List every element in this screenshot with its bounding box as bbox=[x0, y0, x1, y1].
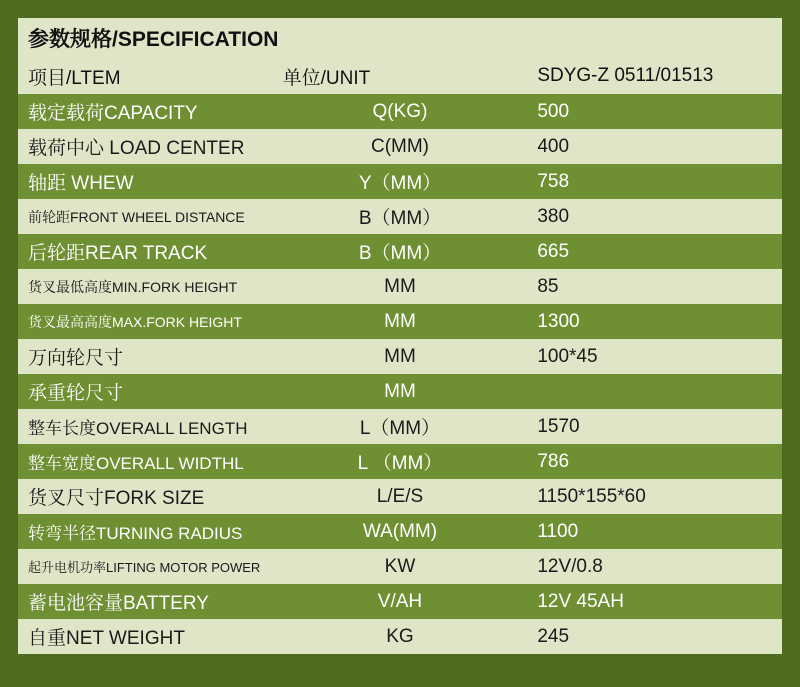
table-row bbox=[18, 94, 782, 129]
row-unit: V/AH bbox=[273, 584, 528, 619]
row-item: 轴距 WHEW bbox=[18, 164, 273, 199]
row-value: 786 bbox=[527, 444, 782, 479]
row-unit: MM bbox=[273, 304, 528, 339]
row-unit: Y（MM） bbox=[273, 164, 528, 199]
table-row bbox=[18, 199, 782, 234]
row-value: 665 bbox=[527, 234, 782, 269]
table-row bbox=[18, 584, 782, 619]
row-item: 承重轮尺寸 bbox=[18, 374, 273, 409]
row-unit: KW bbox=[273, 549, 528, 584]
table-title-row bbox=[18, 18, 782, 58]
table-row bbox=[18, 409, 782, 444]
table-row bbox=[18, 549, 782, 584]
row-value: 758 bbox=[527, 164, 782, 199]
row-value: 245 bbox=[527, 619, 782, 654]
row-item: 载荷中心 LOAD CENTER bbox=[18, 129, 273, 164]
row-unit: KG bbox=[273, 619, 528, 654]
column-header-unit: 单位/UNIT bbox=[273, 58, 528, 94]
row-unit: MM bbox=[273, 374, 528, 409]
row-unit: WA(MM) bbox=[273, 514, 528, 549]
table-row bbox=[18, 304, 782, 339]
row-unit: L（MM） bbox=[273, 409, 528, 444]
row-value: 500 bbox=[527, 94, 782, 129]
table-row bbox=[18, 164, 782, 199]
row-value: 100*45 bbox=[527, 339, 782, 374]
table-row bbox=[18, 479, 782, 514]
table-row bbox=[18, 234, 782, 269]
specification-table bbox=[18, 18, 782, 654]
row-item: 整车长度OVERALL LENGTH bbox=[18, 409, 273, 444]
row-item: 货叉最高高度MAX.FORK HEIGHT bbox=[18, 304, 273, 339]
row-value bbox=[527, 374, 782, 409]
row-unit: MM bbox=[273, 269, 528, 304]
row-item: 起升电机功率LIFTING MOTOR POWER bbox=[18, 549, 273, 584]
row-item: 货叉最低高度MIN.FORK HEIGHT bbox=[18, 269, 273, 304]
row-item: 整车宽度OVERALL WIDTHL bbox=[18, 444, 273, 479]
table-row bbox=[18, 129, 782, 164]
row-value: 1150*155*60 bbox=[527, 479, 782, 514]
table-row bbox=[18, 339, 782, 374]
table-body bbox=[18, 18, 782, 654]
table-title: 参数规格/SPECIFICATION bbox=[18, 18, 782, 58]
row-unit: Q(KG) bbox=[273, 94, 528, 129]
column-header-model: SDYG-Z 0511/01513 bbox=[527, 58, 782, 94]
table-row bbox=[18, 269, 782, 304]
row-item: 转弯半径TURNING RADIUS bbox=[18, 514, 273, 549]
row-value: 1570 bbox=[527, 409, 782, 444]
row-item: 前轮距FRONT WHEEL DISTANCE bbox=[18, 199, 273, 234]
row-unit: L/E/S bbox=[273, 479, 528, 514]
row-item: 自重NET WEIGHT bbox=[18, 619, 273, 654]
row-unit: MM bbox=[273, 339, 528, 374]
column-header-item: 项目/LTEM bbox=[18, 58, 273, 94]
table-row bbox=[18, 374, 782, 409]
table-row bbox=[18, 514, 782, 549]
row-item: 后轮距REAR TRACK bbox=[18, 234, 273, 269]
row-value: 85 bbox=[527, 269, 782, 304]
row-value: 1100 bbox=[527, 514, 782, 549]
row-value: 1300 bbox=[527, 304, 782, 339]
row-value: 12V 45AH bbox=[527, 584, 782, 619]
table-header-row bbox=[18, 58, 782, 94]
row-unit: L （MM） bbox=[273, 444, 528, 479]
row-unit: C(MM) bbox=[273, 129, 528, 164]
row-item: 万向轮尺寸 bbox=[18, 339, 273, 374]
row-unit: B（MM） bbox=[273, 234, 528, 269]
row-value: 400 bbox=[527, 129, 782, 164]
row-item: 蓄电池容量BATTERY bbox=[18, 584, 273, 619]
row-item: 货叉尺寸FORK SIZE bbox=[18, 479, 273, 514]
row-item: 载定载荷CAPACITY bbox=[18, 94, 273, 129]
row-value: 380 bbox=[527, 199, 782, 234]
row-value: 12V/0.8 bbox=[527, 549, 782, 584]
table-row bbox=[18, 619, 782, 654]
row-unit: B（MM） bbox=[273, 199, 528, 234]
table-row bbox=[18, 444, 782, 479]
